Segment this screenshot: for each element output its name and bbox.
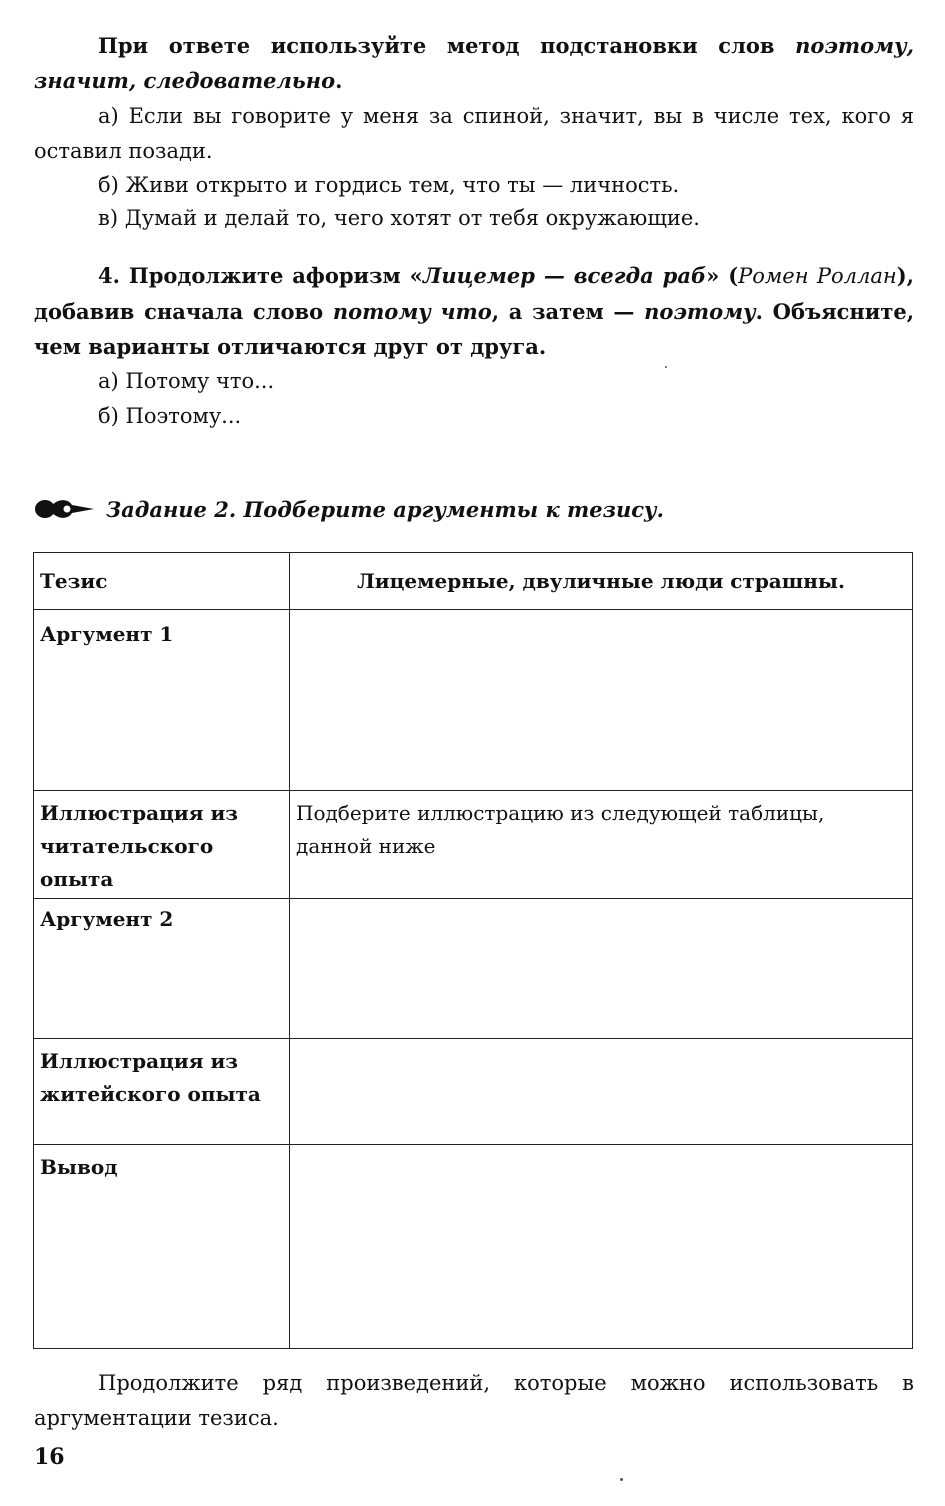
pen-nib-icon bbox=[34, 496, 96, 522]
instruction-emphasis: поэтому, значит, следовательно bbox=[34, 33, 914, 93]
table-row bbox=[34, 1039, 913, 1145]
list-item: б) Живи открыто и гордись тем, что ты — личность. bbox=[98, 173, 680, 197]
scan-speck bbox=[620, 1478, 623, 1481]
row-value bbox=[290, 1039, 913, 1145]
task-4-paragraph bbox=[34, 258, 914, 364]
task-4-number: 4. Продолжите афоризм « bbox=[98, 263, 423, 288]
row-label: Иллюстрация из житейского опыта bbox=[34, 1039, 290, 1145]
row-label: Аргумент 1 bbox=[34, 610, 290, 791]
thesis-value: Лицемерные, двуличные люди страшны. bbox=[290, 553, 913, 610]
row-value: Подберите иллюстрацию из следующей таблицы, данной ниже bbox=[290, 791, 913, 899]
scan-speck bbox=[665, 366, 667, 368]
task-4-word: потому что bbox=[332, 299, 492, 324]
task-4-quote: Лицемер — всегда раб bbox=[422, 263, 707, 288]
task-2-title: Задание 2. Подберите аргументы к тезису. bbox=[106, 496, 664, 522]
task-2-heading bbox=[34, 490, 664, 528]
list-item: б) Поэтому... bbox=[98, 404, 242, 428]
list-item: а) Если вы говорите у меня за спиной, значит, вы в числе тех, кого я оставил позади. bbox=[34, 104, 914, 163]
table-row bbox=[34, 553, 913, 610]
instruction-lead: При ответе используйте метод подстановки слов bbox=[98, 33, 796, 58]
instruction-paragraph bbox=[34, 28, 914, 98]
row-value bbox=[290, 1145, 913, 1349]
row-value bbox=[290, 610, 913, 791]
row-label: Тезис bbox=[34, 553, 290, 610]
thesis-table bbox=[33, 552, 913, 1349]
table-row bbox=[34, 791, 913, 899]
task-4-text: , а затем — bbox=[491, 299, 645, 324]
row-value bbox=[290, 899, 913, 1039]
instruction-tail: . bbox=[335, 68, 343, 93]
row-label: Вывод bbox=[34, 1145, 290, 1349]
task-4-text: ), добавив сначала слово bbox=[34, 263, 914, 324]
row-label: Аргумент 2 bbox=[34, 899, 290, 1039]
task-4-word: поэтому bbox=[644, 299, 756, 324]
task-4-author: Ромен Роллан bbox=[738, 264, 897, 288]
task-4-text: » ( bbox=[706, 263, 739, 288]
list-item: в) Думай и делай то, чего хотят от тебя окружающие. bbox=[98, 206, 700, 230]
table-row bbox=[34, 1145, 913, 1349]
task-4-text: . Объясните, чем варианты отличаются друг от друга. bbox=[34, 299, 915, 359]
row-label: Иллюстрация из читательского опыта bbox=[34, 791, 290, 899]
table-row bbox=[34, 610, 913, 791]
table-row bbox=[34, 899, 913, 1039]
closing-paragraph: Продолжите ряд произведений, которые можно использовать в аргументации тезиса. bbox=[34, 1371, 914, 1430]
page-number: 16 bbox=[34, 1444, 65, 1470]
list-item: а) Потому что... bbox=[98, 369, 275, 393]
